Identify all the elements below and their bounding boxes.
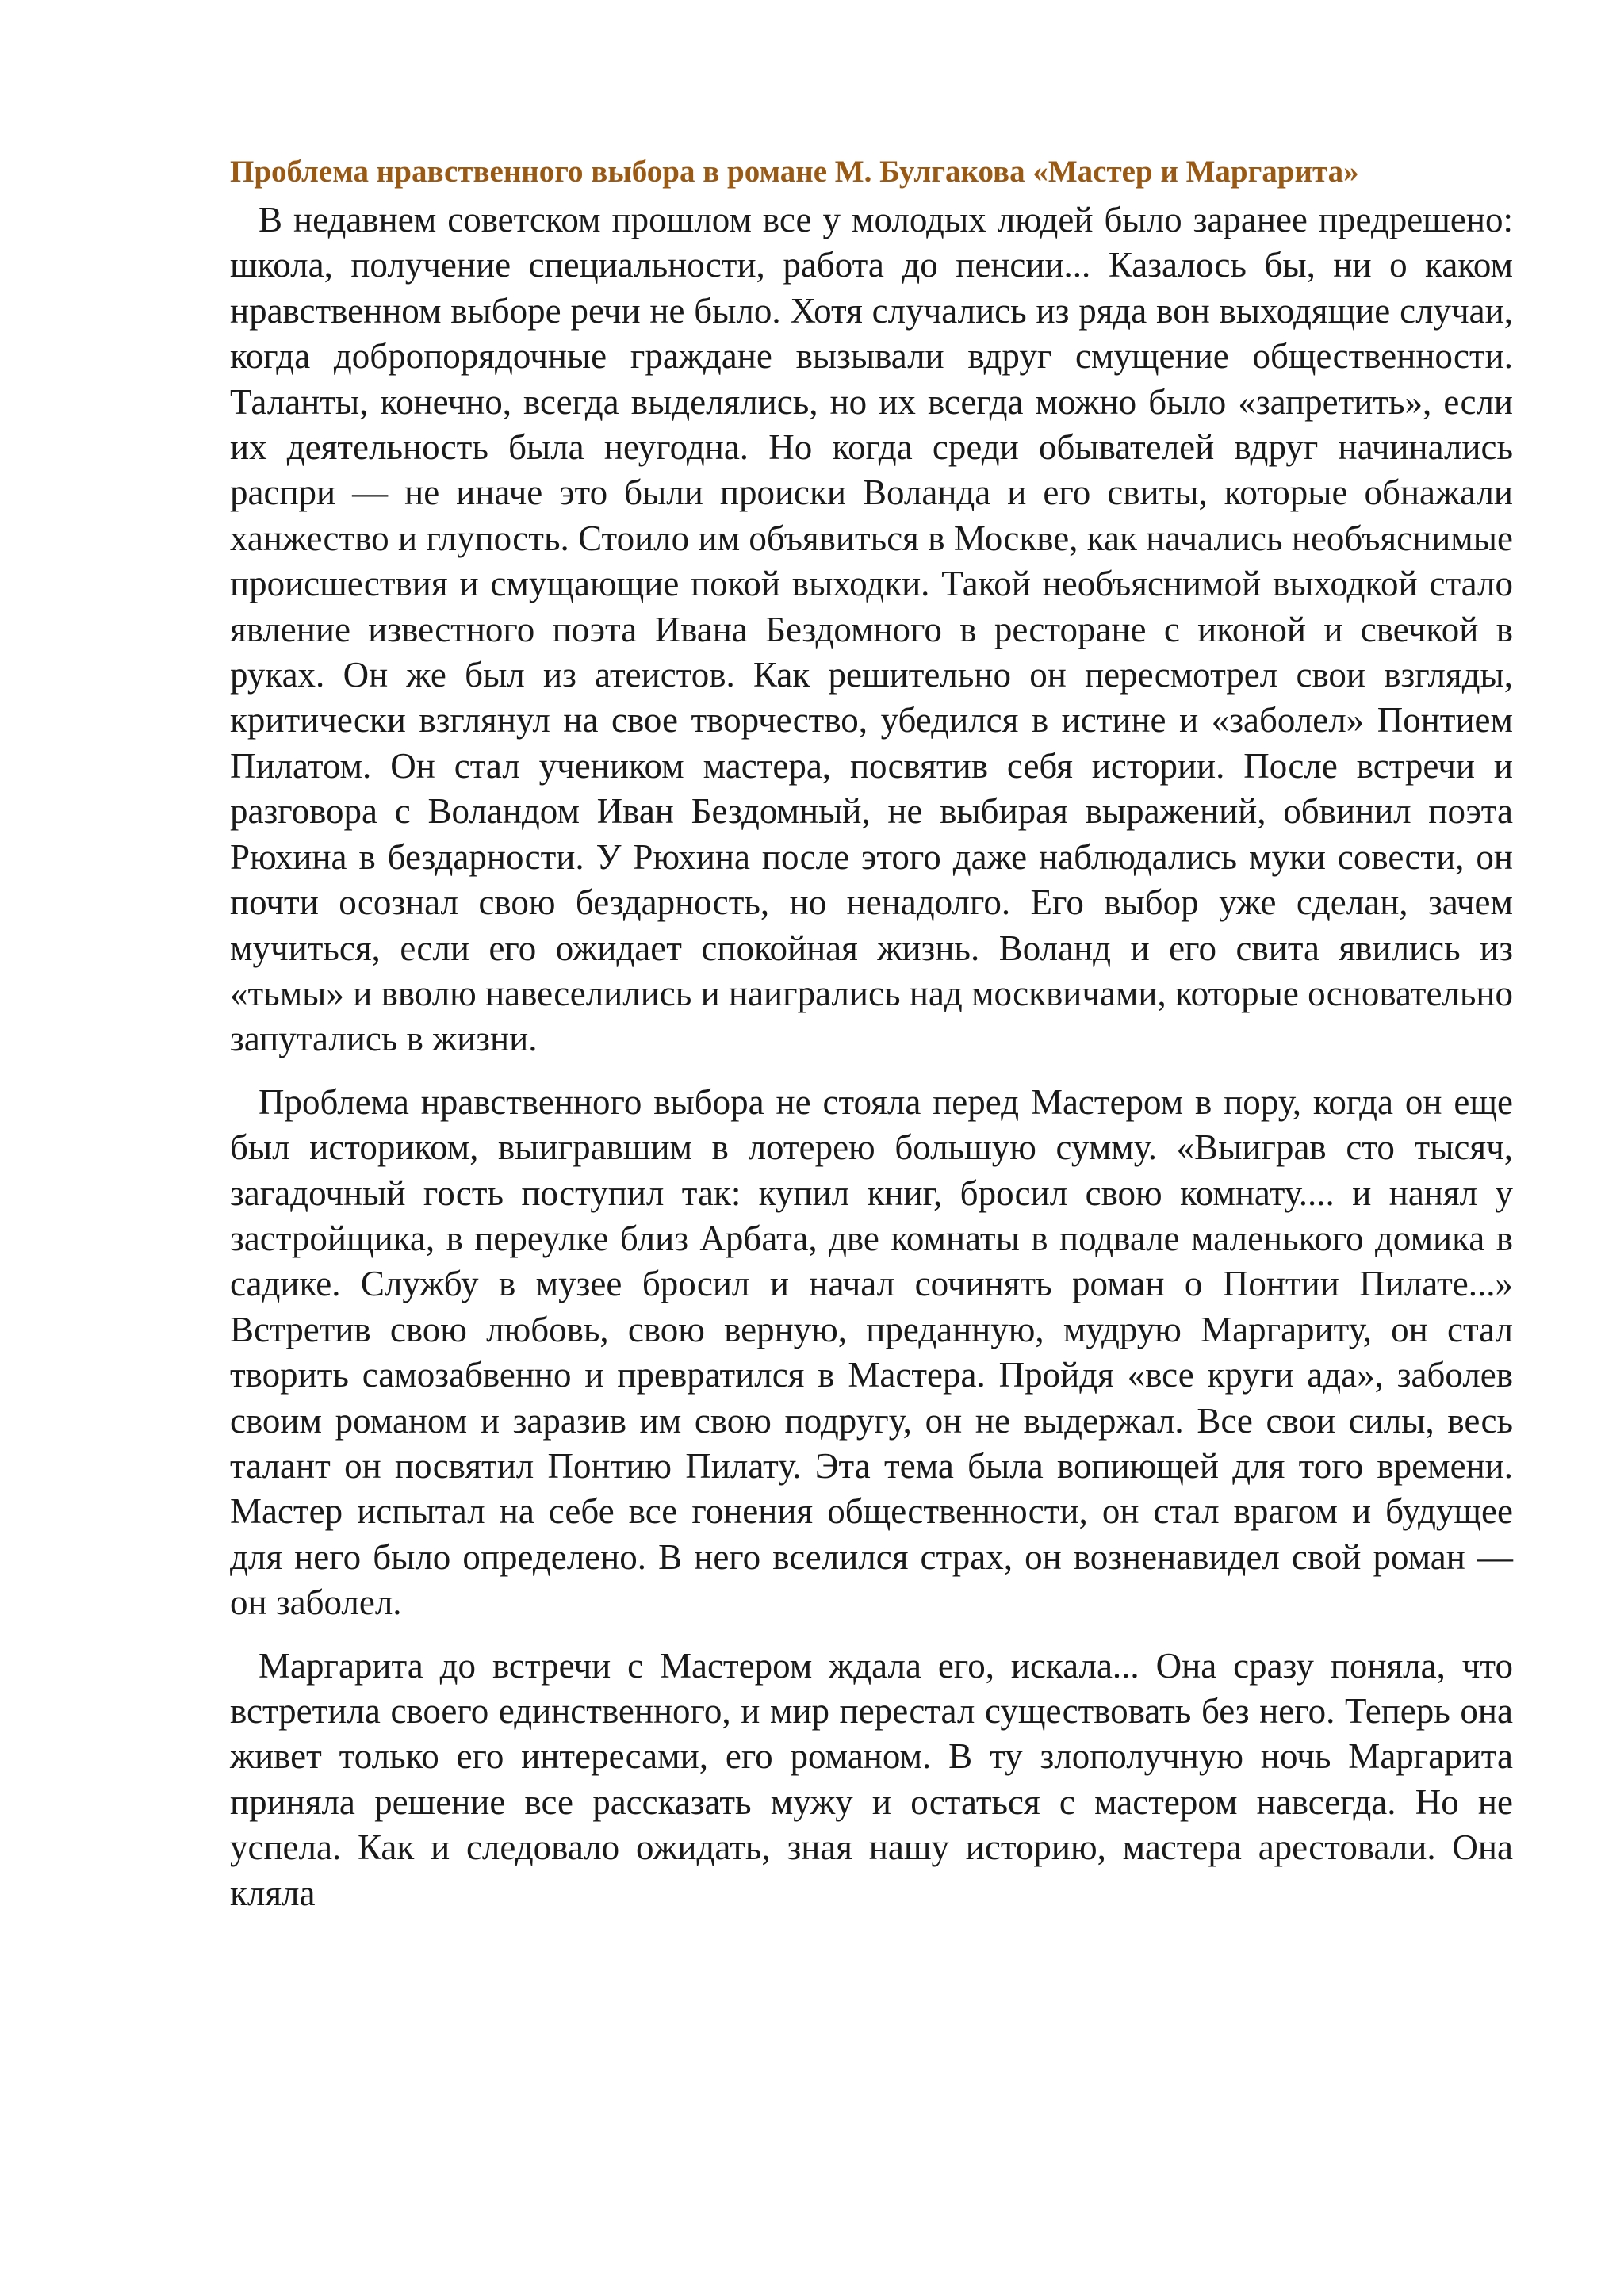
paragraph-1: В недавнем советском прошлом все у молодых людей было заранее предрешено: школа, получение специальности, работа до пенсии... Казалось бы, ни о каком нравственном выборе речи не было. Хотя случались из ряда вон выходящие случаи, когда добропорядочные граждане вызывали вдруг смущение общественности. Таланты, конечно, всегда выделялись, но их всегда можно было «запретить», если их деятельность была неугодна. Но когда среди обывателей вдруг начинались распри — не иначе это были происки Воланда и его свиты, которые обнажали ханжество и глупость. Стоило им объявиться в Москве, как начались необъяснимые происшествия и смущающие покой выходки. Такой необъяснимой выходкой стало явление известного поэта Ивана Бездомного в ресторане с иконой и свечкой в руках. Он же был из атеистов. Как решительно он пересмотрел свои взгляды, критически взглянул на свое творчество, убедился в истине и «заболел» Понтием Пилатом. Он стал учеником мастера, посвятив себя истории. После встречи и разговора с Воландом Иван Бездомный, не выбирая выражений, обвинил поэта Рюхина в бездарности. У Рюхина после этого даже наблюдались муки совести, он почти осознал свою бездарность, но ненадолго. Его выбор уже сделан, зачем мучиться, если его ожидает спокойная жизнь. Воланд и его свита явились из «тьмы» и вволю навеселились и наигрались над москвичами, которые основательно запутались в жизни. <box>230 200 1513 1059</box>
essay-title: Проблема нравственного выбора в романе М. Булгакова «Мастер и Маргарита» <box>230 155 1359 189</box>
paragraph-2: Проблема нравственного выбора не стояла перед Мастером в пору, когда он еще был историком, выигравшим в лотерею большую сумму. «Выиграв сто тысяч, загадочный гость поступил так: купил книг, бросил свою комнату.... и нанял у застройщика, в переулке близ Арбата, две комнаты в подвале маленького домика в садике. Службу в музее бросил и начал сочинять роман о Понтии Пилате...» Встретив свою любовь, свою верную, преданную, мудрую Маргариту, он стал творить самозабвенно и превратился в Мастера. Пройдя «все круги ада», заболев своим романом и заразив им свою подругу, он не выдержал. Все свои силы, весь талант он посвятил Понтию Пилату. Эта тема была вопиющей для того времени. Мастер испытал на себе все гонения общественности, он стал врагом и будущее для него было определено. В него вселился страх, он возненавидел свой роман — он заболел. <box>230 1081 1513 1623</box>
document-page <box>230 152 1513 1934</box>
paragraph-3: Маргарита до встречи с Мастером ждала его, искала... Она сразу поняла, что встретила своего единственного, и мир перестал существовать без него. Теперь она живет только его интересами, его романом. В ту злополучную ночь Маргарита приняла решение все рассказать мужу и остаться с мастером навсегда. Но не успела. Как и следовало ожидать, зная нашу историю, мастера арестовали. Она кляла <box>230 1645 1513 1913</box>
